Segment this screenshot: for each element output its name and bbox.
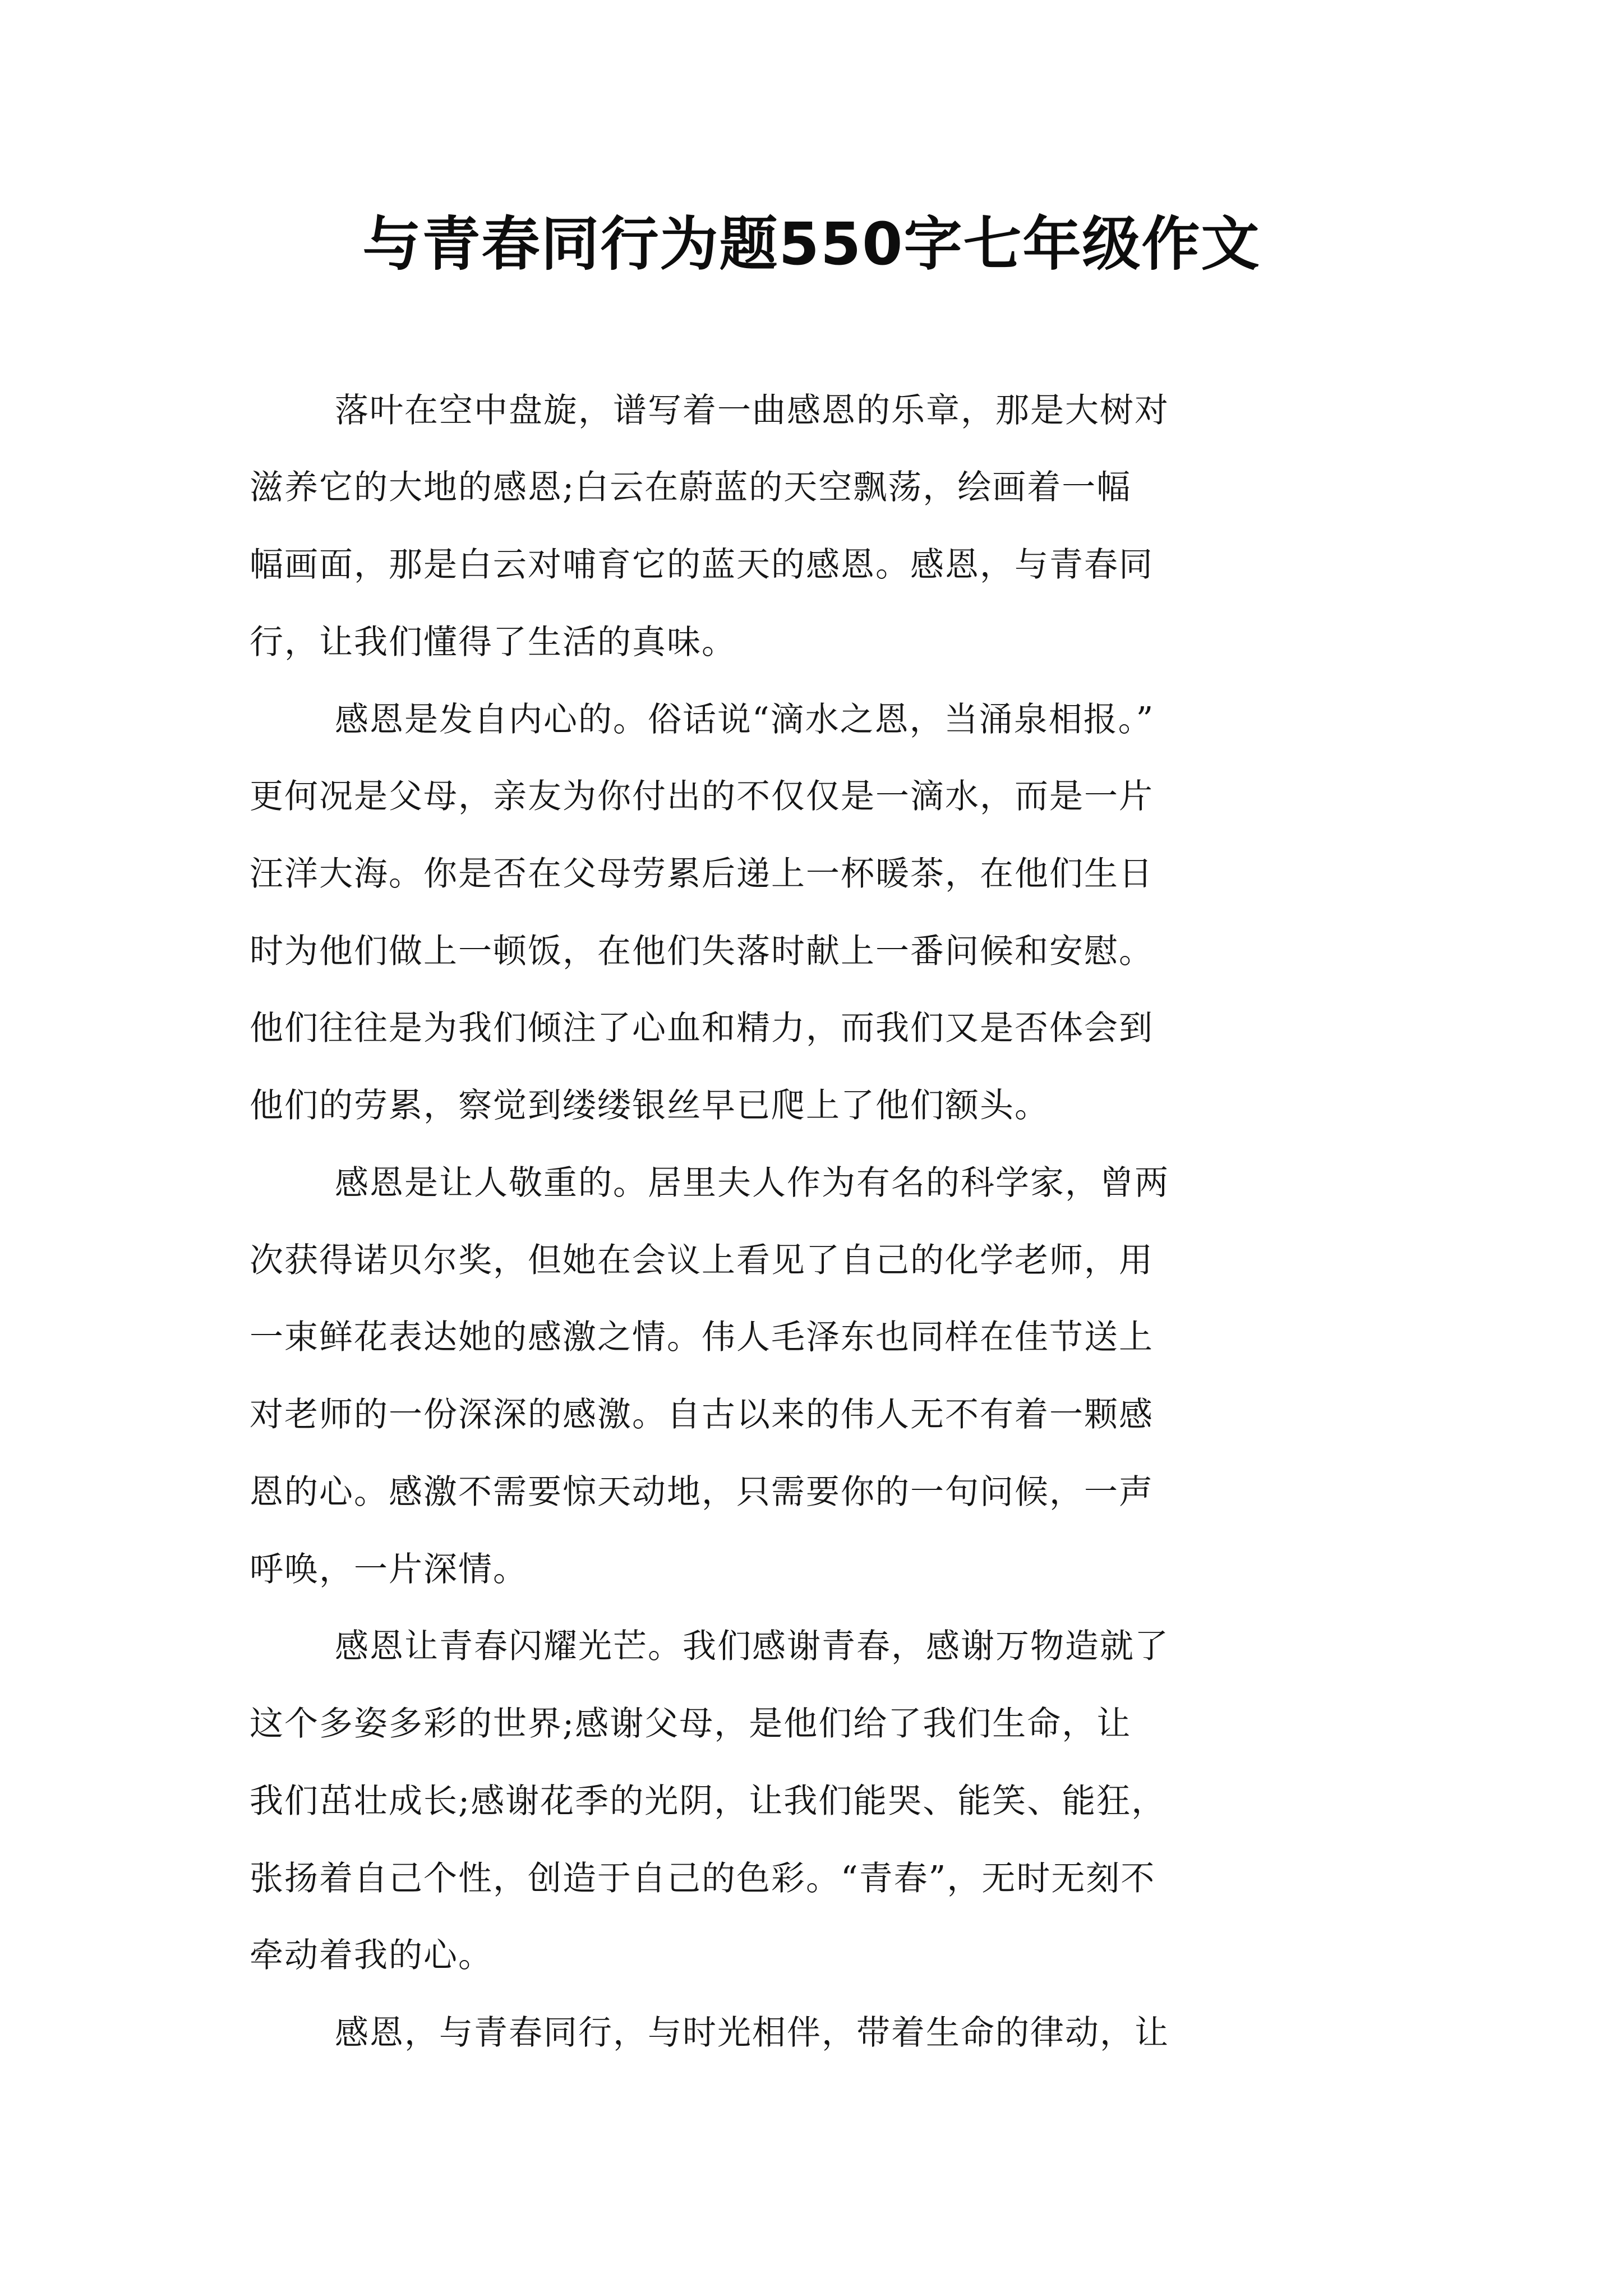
paragraph-4-line-3: 我们茁壮成长;感谢花季的光阴，让我们能哭、能笑、能狂，	[250, 1782, 1166, 1821]
paragraph-4-line-4: 张扬着自己个性，创造于自己的色彩。“青春”，无时无刻不	[250, 1859, 1156, 1898]
paragraph-3-line-2: 次获得诺贝尔奖，但她在会议上看见了自己的化学老师，用	[250, 1241, 1154, 1280]
document-title: 与青春同行为题550字七年级作文	[362, 210, 1261, 278]
paragraph-5-line-1: 感恩，与青春同行，与时光相伴，带着生命的律动，让	[335, 2013, 1169, 2053]
paragraph-2-line-6: 他们的劳累，察觉到缕缕银丝早已爬上了他们额头。	[250, 1086, 1049, 1125]
paragraph-4-line-5: 牵动着我的心。	[250, 1936, 493, 1975]
paragraph-3-line-5: 恩的心。感激不需要惊天动地，只需要你的一句问候，一声	[250, 1473, 1154, 1512]
paragraph-2-line-5: 他们往往是为我们倾注了心血和精力，而我们又是否体会到	[250, 1009, 1154, 1048]
paragraph-4-line-1: 感恩让青春闪耀光芒。我们感谢青春，感谢万物造就了	[335, 1627, 1169, 1666]
paragraph-1-line-4: 行，让我们懂得了生活的真味。	[250, 623, 736, 662]
paragraph-1-line-3: 幅画面，那是白云对哺育它的蓝天的感恩。感恩，与青春同	[250, 545, 1154, 585]
paragraph-3-line-6: 呼唤，一片深情。	[250, 1550, 528, 1589]
paragraph-2-line-1: 感恩是发自内心的。俗话说“滴水之恩，当涌泉相报。”	[335, 700, 1155, 739]
paragraph-2-line-3: 汪洋大海。你是否在父母劳累后递上一杯暖茶，在他们生日	[250, 854, 1154, 894]
paragraph-3-line-4: 对老师的一份深深的感激。自古以来的伟人无不有着一颗感	[250, 1395, 1154, 1434]
paragraph-2-line-4: 时为他们做上一顿饭，在他们失落时献上一番问候和安慰。	[250, 932, 1154, 971]
paragraph-2-line-2: 更何况是父母，亲友为你付出的不仅仅是一滴水，而是一片	[250, 777, 1154, 816]
paragraph-3-line-3: 一束鲜花表达她的感激之情。伟人毛泽东也同样在佳节送上	[250, 1318, 1154, 1357]
paragraph-4-line-2: 这个多姿多彩的世界;感谢父母，是他们给了我们生命，让	[250, 1704, 1132, 1743]
paragraph-3-line-1: 感恩是让人敬重的。居里夫人作为有名的科学家，曾两	[335, 1163, 1169, 1203]
paragraph-1-line-2: 滋养它的大地的感恩;白云在蔚蓝的天空飘荡，绘画着一幅	[250, 468, 1132, 507]
paragraph-1-line-1: 落叶在空中盘旋，谱写着一曲感恩的乐章，那是大树对	[335, 391, 1169, 430]
